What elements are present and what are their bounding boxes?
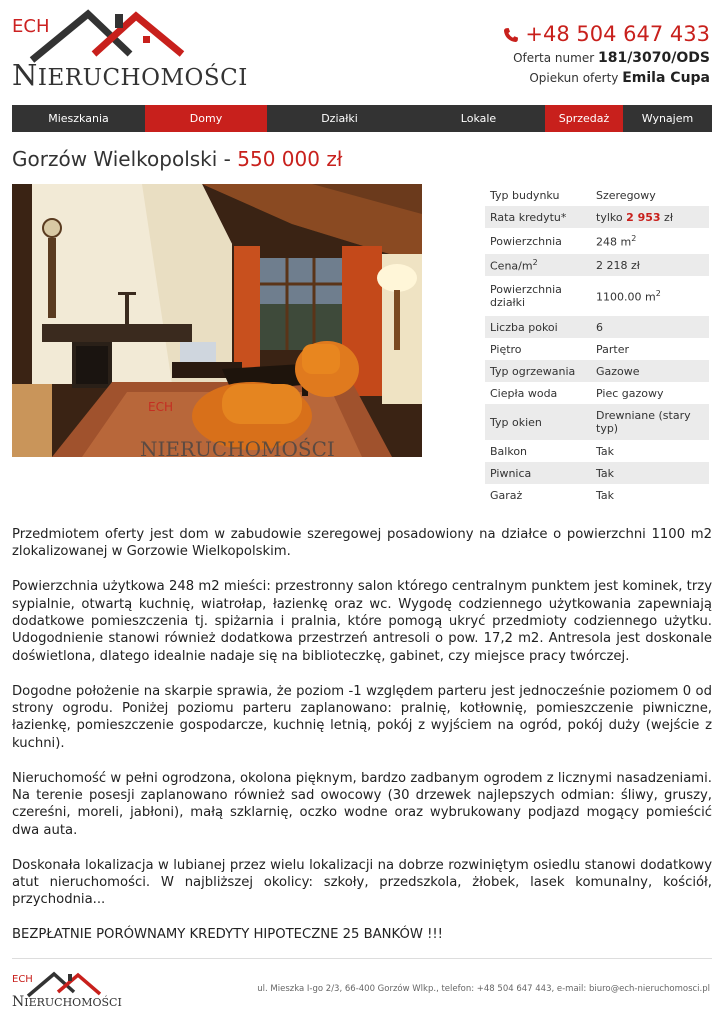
offer-number: 181/3070/ODS — [597, 50, 710, 66]
spec-row: Cena/$m^2$ 2 218 zł — [485, 254, 709, 276]
description-paragraph: Przedmiotem oferty jest dom w zabudowie szeregowej posadowiony na działce o powierzchni 1100 m2 zlokalizowanej w Gorzowie Wielkopolskim. — [12, 527, 712, 560]
spec-row: Powierzchnia 248 $m^2$ — [490, 233, 637, 249]
offer-label: Oferta numer — [513, 51, 595, 65]
house-roof-icon — [12, 968, 122, 1010]
logo-wordmark: NIERUCHOMOŚCI — [12, 58, 248, 92]
description-paragraph: Doskonała lokalizacja w lubianej przez wielu lokalizacji na dobrze rozwiniętym osiedlu stanowi dodatkowy atut nieruchomości. W najbliższej okolicy: szkoły, przedszkola, żłobek, lasek komunalny, kościół, przychodnia... — [12, 857, 712, 908]
nav-item-lokale[interactable]: Lokale — [460, 112, 497, 125]
spec-row: Piętro Parter — [490, 342, 630, 356]
footer-divider — [12, 958, 712, 959]
spec-row: Typ okien Drewniane (stary typ) — [485, 404, 709, 440]
agent-line — [503, 68, 710, 88]
contact-block — [503, 20, 710, 88]
nav-item-domy[interactable]: Domy — [145, 105, 267, 132]
svg-text:NIERUCHOMOŚCI: NIERUCHOMOŚCI — [12, 994, 122, 1010]
listing-description — [12, 526, 712, 961]
agent-label: Opiekun oferty — [529, 71, 619, 85]
spec-row: Ciepła woda Piec gazowy — [490, 386, 664, 400]
listing-city: Gorzów Wielkopolski — [12, 147, 218, 171]
logo-ech: ECH — [12, 16, 50, 37]
nav-item-sprzedaz[interactable]: Sprzedaż — [545, 105, 623, 132]
nav-item-dzialki[interactable]: Działki — [321, 112, 358, 125]
footer-contact: ul. Mieszka I-go 2/3, 66-400 Gorzów Wlkp., telefon: +48 504 647 443, e-mail: biuro@ech-nieruchomosci.pl — [257, 984, 710, 994]
living-room-photo — [12, 184, 422, 461]
property-photo[interactable] — [12, 184, 422, 461]
specs-table — [485, 184, 709, 506]
spec-row: Powierzchnia działki 1100.00 $m^2$ — [490, 283, 661, 309]
offer-number-line — [503, 48, 710, 68]
phone-number[interactable]: +48 504 647 433 — [503, 20, 710, 48]
description-paragraph: BEZPŁATNIE PORÓWNAMY KREDYTY HIPOTECZNE 25 BANKÓW !!! — [12, 927, 443, 943]
nav-item-mieszkania[interactable]: Mieszkania — [48, 112, 109, 125]
spec-row: Piwnica Tak — [485, 462, 709, 484]
svg-text:ECH: ECH — [12, 974, 33, 985]
description-paragraph: Dogodne położenie na skarpie sprawia, że poziom -1 względem parteru jest jednocześnie poziomem 0 od strony ogrodu. Poniżej poziomu parteru zaplanowano: pralnię, kotłownię, pomieszczenie piwniczne, łazienkę, pomieszczenie gospodarcze, kuchnię letnią, pokój z wyjściem na ogród, pokój duży (wejście z kuchni). — [12, 683, 712, 751]
description-paragraph: Powierzchnia użytkowa 248 m2 mieści: przestronny salon którego centralnym punktem jest kominek, trzy sypialnie, otwartą kuchnię, wiatrołap, łazienkę oraz wc. Wygodę codziennego użytkowania zapewniają dodatkowe pomieszczenia tj. spiżarnia i pralnia, które pomogą ukryć przedmioty codziennego użytku. Udogodnienie stanowi również dodatkowa przestrzeń antresoli o pow. 17,2 m2. Antresola jest doskonale doświetlona, dlatego idealnie nadaje się na biblioteczkę, gabinet, czy miejsce pracy twórczej. — [12, 579, 712, 664]
spec-row: Balkon Tak — [490, 444, 615, 458]
agent-name: Emila Cupa — [622, 70, 710, 86]
description-paragraph: Nieruchomość w pełni ogrodzona, okolona pięknym, bardzo zadbanym ogrodem z licznymi nasadzeniami. Na terenie posesji zaplanowano również sad owocowy (30 drzewek najlepszych odmian: śliwy, gruszy, czereśni, moreli, jabłoni), małą szklarnię, oczko wodne oraz wybrukowany podjazd mogący pomieścić dwa auta. — [12, 770, 712, 838]
page-title: Gorzów Wielkopolski - 550 000 zł — [12, 147, 343, 171]
footer-logo[interactable] — [12, 968, 122, 1010]
spec-row: Liczba pokoi 6 — [485, 316, 709, 338]
spec-row: Typ ogrzewania Gazowe — [485, 360, 709, 382]
svg-text:NIERUCHOMOŚCI: NIERUCHOMOŚCI — [140, 437, 335, 461]
nav-item-wynajem[interactable]: Wynajem — [641, 112, 694, 125]
svg-text:ECH: ECH — [148, 400, 173, 414]
brand-logo[interactable] — [12, 10, 248, 92]
phone-icon — [503, 27, 519, 43]
spec-row: Rata kredytu* tylko 2 953 zł — [485, 206, 709, 228]
spec-row: Typ budynku Szeregowy — [490, 188, 656, 202]
main-nav — [12, 105, 712, 132]
spec-row: Garaż Tak — [490, 488, 615, 502]
listing-price: 550 000 zł — [237, 147, 343, 171]
